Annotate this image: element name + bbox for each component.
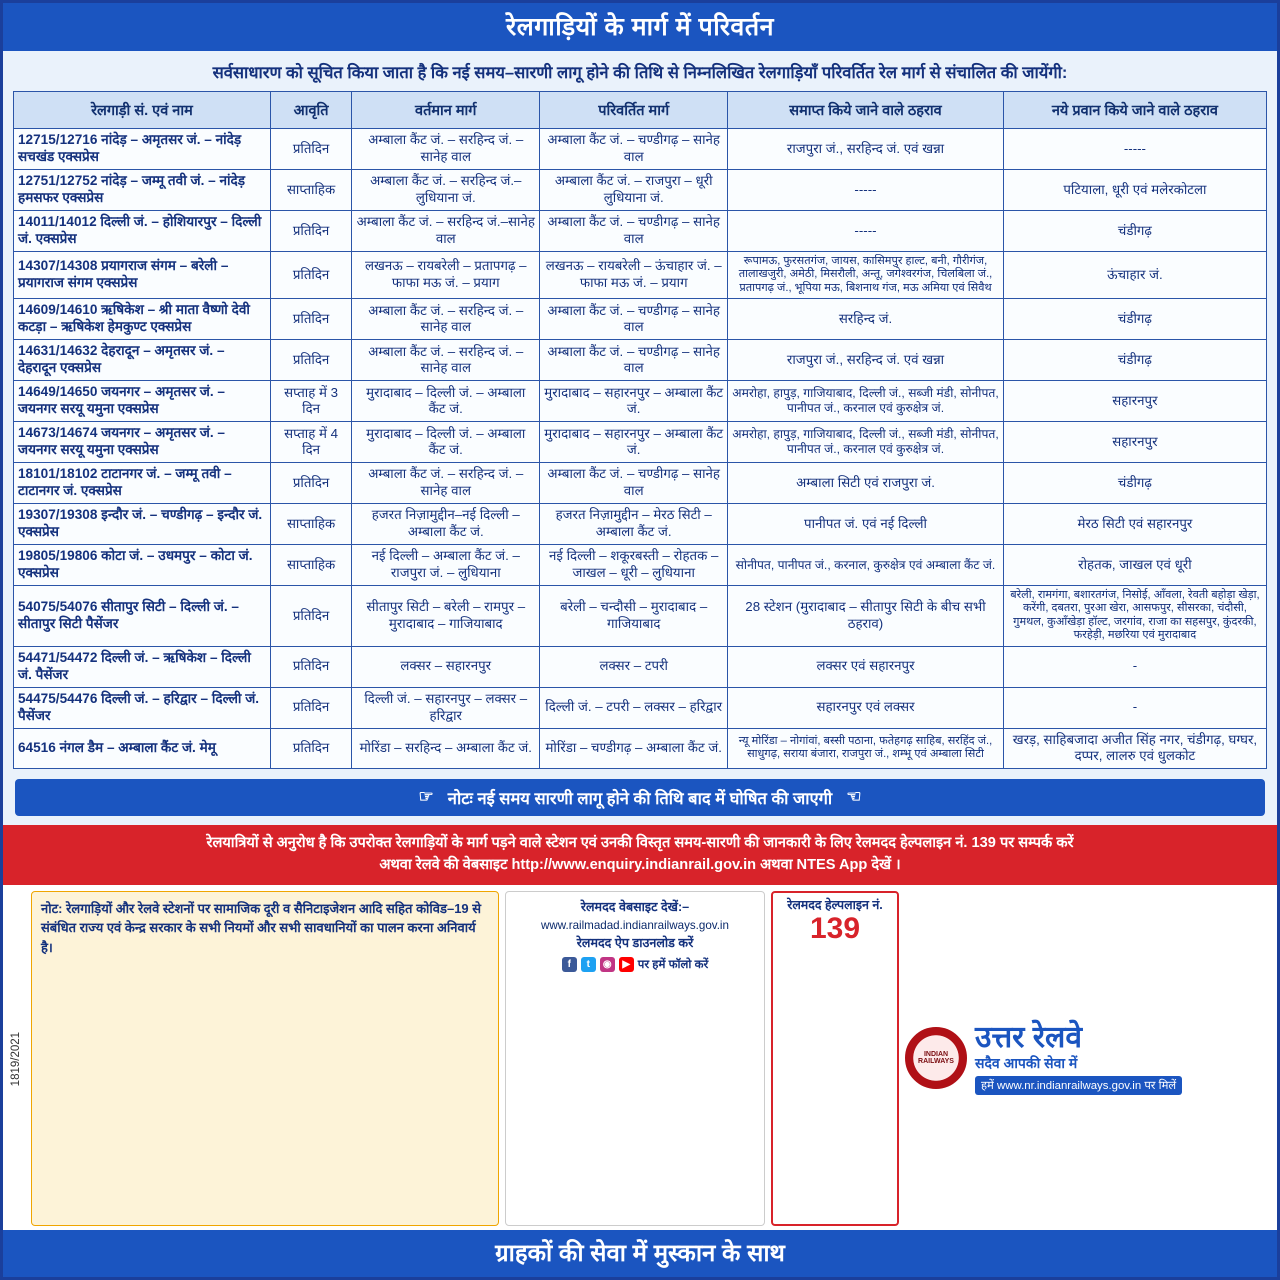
current-route: अम्बाला कैंट जं. – सरहिन्द जं. – सानेह वाल bbox=[352, 129, 540, 170]
pointing-hand-icon: ☞ bbox=[418, 787, 434, 807]
helpline-title: रेलमदद हेल्पलाइन नं. bbox=[787, 897, 883, 912]
changed-route: बरेली – चन्दौसी – मुरादाबाद – गाजियाबाद bbox=[540, 586, 728, 647]
social-follow-text: पर हमें फॉलो करें bbox=[637, 957, 709, 971]
instagram-icon[interactable]: ◉ bbox=[600, 957, 615, 972]
changed-route: मोरिंडा – चण्डीगढ़ – अम्बाला कैंट जं. bbox=[540, 728, 728, 768]
table-row bbox=[14, 169, 1267, 210]
changed-route: मुरादाबाद – सहारनपुर – अम्बाला कैंट जं. bbox=[540, 381, 728, 422]
added-stops: सहारनपुर bbox=[1003, 381, 1266, 422]
helpline-line-1: रेलयात्रियों से अनुरोध है कि उपरोक्त रेलगाड़ियों के मार्ग पड़ने वाले स्टेशन एवं उनकी विस्तृत समय-सारणी की जानकारी के लिए रेलमदद हेल्पलाइन नं. 139 पर सम्पर्क करें bbox=[206, 834, 1074, 851]
train-frequency: प्रतिदिन bbox=[270, 299, 351, 340]
current-route: सीतापुर सिटी – बरेली – रामपुर – मुरादाबाद – गाजियाबाद bbox=[352, 586, 540, 647]
removed-stops: पानीपत जं. एवं नई दिल्ली bbox=[728, 504, 1004, 545]
table-row bbox=[14, 504, 1267, 545]
added-stops: - bbox=[1003, 687, 1266, 728]
bottom-slogan: ग्राहकों की सेवा में मुस्कान के साथ bbox=[3, 1230, 1277, 1277]
added-stops: पटियाला, धूरी एवं मलेरकोटला bbox=[1003, 169, 1266, 210]
changed-route: अम्बाला कैंट जं. – चण्डीगढ़ – सानेह वाल bbox=[540, 340, 728, 381]
table-row bbox=[14, 728, 1267, 768]
current-route: अम्बाला कैंट जं. – सरहिन्द जं. – सानेह वाल bbox=[352, 463, 540, 504]
changed-route: दिल्ली जं. – टपरी – लक्सर – हरिद्वार bbox=[540, 687, 728, 728]
social-links[interactable] bbox=[510, 956, 760, 973]
changed-route: अम्बाला कैंट जं. – चण्डीगढ़ – सानेह वाल bbox=[540, 210, 728, 251]
added-stops: सहारनपुर bbox=[1003, 422, 1266, 463]
removed-stops: सरहिन्द जं. bbox=[728, 299, 1004, 340]
added-stops: रोहतक, जाखल एवं धूरी bbox=[1003, 545, 1266, 586]
changed-route: अम्बाला कैंट जं. – चण्डीगढ़ – सानेह वाल bbox=[540, 299, 728, 340]
changed-route: लक्सर – टपरी bbox=[540, 646, 728, 687]
removed-stops: अमरोहा, हापुड़, गाजियाबाद, दिल्ली जं., सब्जी मंडी, सोनीपत, पानीपत जं., करनाल एवं कुरुक्षेत्र जं. bbox=[728, 381, 1004, 422]
table-header-row bbox=[14, 92, 1267, 129]
current-route: मुरादाबाद – दिल्ली जं. – अम्बाला कैंट जं. bbox=[352, 422, 540, 463]
table-row bbox=[14, 381, 1267, 422]
train-name: 19307/19308 इन्दौर जं. – चण्डीगढ़ – इन्दौर जं. एक्सप्रेस bbox=[14, 504, 271, 545]
changed-route: लखनऊ – रायबरेली – ऊंचाहार जं. – फाफा मऊ जं. – प्रयाग bbox=[540, 251, 728, 298]
changed-route: अम्बाला कैंट जं. – राजपुरा – धूरी लुधियाना जं. bbox=[540, 169, 728, 210]
added-stops: - bbox=[1003, 646, 1266, 687]
table-row bbox=[14, 251, 1267, 298]
page-title: रेलगाड़ियों के मार्ग में परिवर्तन bbox=[3, 3, 1277, 51]
covid-note: नोट: रेलगाड़ियों और रेलवे स्टेशनों पर सामाजिक दूरी व सैनिटाइजेशन आदि सहित कोविड–19 से संबंधित राज्य एवं केन्द्र सरकार के सभी नियमों और सभी सावधानियों का पालन करना अनिवार्य है। bbox=[31, 891, 499, 1226]
table-row bbox=[14, 463, 1267, 504]
table-row bbox=[14, 129, 1267, 170]
note-text: नोटः नई समय सारणी लागू होने की तिथि बाद में घोषित की जाएगी bbox=[447, 789, 833, 808]
table-row bbox=[14, 422, 1267, 463]
added-stops: बरेली, रामगंगा, बशारतगंज, निसोई, ऑंवला, रेवती बहोड़ा खेड़ा, करेंगी, दबतरा, पुरआ खेरा, आसफपुर, सीसरका, चंदौसी, गुमथल, कुऑंखेड़ा हॉल्ट, जरगांव, राजा का सहसपुर, कुंदरकी, फरहेड़ी, मछरिया एवं मुरादाबाद bbox=[1003, 586, 1266, 647]
train-frequency: प्रतिदिन bbox=[270, 129, 351, 170]
added-stops: चंडीगढ़ bbox=[1003, 210, 1266, 251]
train-frequency: प्रतिदिन bbox=[270, 728, 351, 768]
train-frequency: सप्ताह में 4 दिन bbox=[270, 422, 351, 463]
added-stops: चंडीगढ़ bbox=[1003, 299, 1266, 340]
train-frequency: सप्ताह में 3 दिन bbox=[270, 381, 351, 422]
train-name: 12751/12752 नांदेड़ – जम्मू तवी जं. – नांदेड़ हमसफर एक्सप्रेस bbox=[14, 169, 271, 210]
changed-route: नई दिल्ली – शकूरबस्ती – रोहतक – जाखल – धूरी – लुधियाना bbox=[540, 545, 728, 586]
col-current-route: वर्तमान मार्ग bbox=[352, 92, 540, 129]
train-name: 19805/19806 कोटा जं. – उधमपुर – कोटा जं. एक्सप्रेस bbox=[14, 545, 271, 586]
removed-stops: सोनीपत, पानीपत जं., करनाल, कुरुक्षेत्र एवं अम्बाला कैंट जं. bbox=[728, 545, 1004, 586]
railway-branding bbox=[905, 891, 1273, 1226]
current-route: मोरिंडा – सरहिन्द – अम्बाला कैंट जं. bbox=[352, 728, 540, 768]
helpline-number: 139 bbox=[809, 911, 861, 945]
removed-stops: सहारनपुर एवं लक्सर bbox=[728, 687, 1004, 728]
train-frequency: प्रतिदिन bbox=[270, 210, 351, 251]
train-name: 64516 नंगल डैम – अम्बाला कैंट जं. मेमू bbox=[14, 728, 271, 768]
current-route: दिल्ली जं. – सहारनपुर – लक्सर – हरिद्वार bbox=[352, 687, 540, 728]
train-name: 54471/54472 दिल्ली जं. – ऋषिकेश – दिल्ली जं. पैसेंजर bbox=[14, 646, 271, 687]
note-band bbox=[15, 779, 1265, 816]
removed-stops: 28 स्टेशन (मुरादाबाद – सीतापुर सिटी के बीच सभी ठहराव) bbox=[728, 586, 1004, 647]
col-frequency: आवृति bbox=[270, 92, 351, 129]
current-route: अम्बाला कैंट जं. – सरहिन्द जं. – सानेह वाल bbox=[352, 340, 540, 381]
youtube-icon[interactable]: ▶ bbox=[619, 957, 634, 972]
organisation-name: उत्तर रेलवे bbox=[975, 1021, 1083, 1055]
train-frequency: साप्ताहिक bbox=[270, 169, 351, 210]
changed-route: मुरादाबाद – सहारनपुर – अम्बाला कैंट जं. bbox=[540, 422, 728, 463]
footer bbox=[3, 885, 1277, 1230]
removed-stops: राजपुरा जं., सरहिन्द जं. एवं खन्ना bbox=[728, 340, 1004, 381]
train-name: 14673/14674 जयनगर – अमृतसर जं. – जयनगर सरयू यमुना एक्सप्रेस bbox=[14, 422, 271, 463]
added-stops: खरड़, साहिबजादा अजीत सिंह नगर, चंडीगढ़, घग्घर, दप्पर, लालरु एवं धुलकोट bbox=[1003, 728, 1266, 768]
train-name: 18101/18102 टाटानगर जं. – जम्मू तवी – टाटानगर जं. एक्सप्रेस bbox=[14, 463, 271, 504]
removed-stops: ----- bbox=[728, 169, 1004, 210]
added-stops: ऊंचाहार जं. bbox=[1003, 251, 1266, 298]
changed-route: अम्बाला कैंट जं. – चण्डीगढ़ – सानेह वाल bbox=[540, 463, 728, 504]
current-route: अम्बाला कैंट जं. – सरहिन्द जं.–सानेह वाल bbox=[352, 210, 540, 251]
train-frequency: साप्ताहिक bbox=[270, 545, 351, 586]
col-changed-route: परिवर्तित मार्ग bbox=[540, 92, 728, 129]
changed-route: हजरत निज़ामुद्दीन – मेरठ सिटी – अम्बाला कैंट जं. bbox=[540, 504, 728, 545]
table-row bbox=[14, 545, 1267, 586]
train-name: 14631/14632 देहरादून – अमृतसर जं. – देहरादून एक्सप्रेस bbox=[14, 340, 271, 381]
removed-stops: राजपुरा जं., सरहिन्द जं. एवं खन्ना bbox=[728, 129, 1004, 170]
northern-railway-block bbox=[975, 1022, 1273, 1095]
added-stops: चंडीगढ़ bbox=[1003, 463, 1266, 504]
railmadad-web-title: रेलमदद वेबसाइट देखें:– bbox=[580, 899, 690, 914]
indian-railways-emblem-icon: INDIAN RAILWAYS bbox=[905, 1027, 967, 1089]
removed-stops: ----- bbox=[728, 210, 1004, 251]
table-row bbox=[14, 210, 1267, 251]
table-row bbox=[14, 586, 1267, 647]
current-route: अम्बाला कैंट जं. – सरहिन्द जं. – सानेह वाल bbox=[352, 299, 540, 340]
organisation-website[interactable]: हमें www.nr.indianrailways.gov.in पर मिलें bbox=[975, 1076, 1182, 1095]
train-frequency: प्रतिदिन bbox=[270, 586, 351, 647]
added-stops: ----- bbox=[1003, 129, 1266, 170]
changed-route: अम्बाला कैंट जं. – चण्डीगढ़ – सानेह वाल bbox=[540, 129, 728, 170]
current-route: मुरादाबाद – दिल्ली जं. – अम्बाला कैंट जं. bbox=[352, 381, 540, 422]
helpline-box bbox=[771, 891, 899, 1226]
facebook-icon[interactable]: f bbox=[562, 957, 577, 972]
route-change-table bbox=[13, 91, 1267, 769]
train-name: 54075/54076 सीतापुर सिटी – दिल्ली जं. – सीतापुर सिटी पैसेंजर bbox=[14, 586, 271, 647]
train-frequency: प्रतिदिन bbox=[270, 463, 351, 504]
railmadad-web-url[interactable]: www.railmadad.indianrailways.gov.in bbox=[541, 918, 729, 932]
table-row bbox=[14, 299, 1267, 340]
route-change-table-wrapper bbox=[3, 91, 1277, 769]
train-frequency: प्रतिदिन bbox=[270, 340, 351, 381]
table-row bbox=[14, 687, 1267, 728]
added-stops: मेरठ सिटी एवं सहारनपुर bbox=[1003, 504, 1266, 545]
helpline-line-2: अथवा रेलवे की वेबसाइट http://www.enquiry.indianrail.gov.in अथवा NTES App देखें । bbox=[379, 856, 901, 873]
current-route: लखनऊ – रायबरेली – प्रतापगढ़ – फाफा मऊ जं. – प्रयाग bbox=[352, 251, 540, 298]
train-name: 14011/14012 दिल्ली जं. – होशियारपुर – दिल्ली जं. एक्सप्रेस bbox=[14, 210, 271, 251]
train-frequency: साप्ताहिक bbox=[270, 504, 351, 545]
organisation-tagline: सदैव आपकी सेवा में bbox=[975, 1054, 1078, 1071]
train-name: 14307/14308 प्रयागराज संगम – बरेली – प्रयागराज संगम एक्सप्रेस bbox=[14, 251, 271, 298]
removed-stops: अम्बाला सिटी एवं राजपुरा जं. bbox=[728, 463, 1004, 504]
current-route: लक्सर – सहारनपुर bbox=[352, 646, 540, 687]
removed-stops: लक्सर एवं सहारनपुर bbox=[728, 646, 1004, 687]
table-row bbox=[14, 340, 1267, 381]
train-frequency: प्रतिदिन bbox=[270, 251, 351, 298]
publication-code: 1819/2021 bbox=[10, 1031, 22, 1086]
removed-stops: न्यू मोरिंडा – नोगांवां, बस्सी पठाना, फतेहगढ़ साहिब, सरहिंद जं., साधुगढ़, सराया बंजारा, राजपुरा जं., शम्भू एवं अम्बाला सिटी bbox=[728, 728, 1004, 768]
current-route: हजरत निज़ामुद्दीन–नई दिल्ली – अम्बाला कैंट जं. bbox=[352, 504, 540, 545]
added-stops: चंडीगढ़ bbox=[1003, 340, 1266, 381]
subheading-text: सर्वसाधारण को सूचित किया जाता है कि नई समय–सारणी लागू होने की तिथि से निम्नलिखित रेलगाड़ियाँ परिवर्तित रेल मार्ग से संचालित की जायेंगी: bbox=[212, 64, 1068, 82]
train-frequency: प्रतिदिन bbox=[270, 646, 351, 687]
train-name: 14609/14610 ऋषिकेश – श्री माता वैष्णो देवी कटड़ा – ऋषिकेश हेमकुण्ट एक्सप्रेस bbox=[14, 299, 271, 340]
removed-stops: अमरोहा, हापुड़, गाजियाबाद, दिल्ली जं., सब्जी मंडी, सोनीपत, पानीपत जं., करनाल एवं कुरुक्षेत्र जं. bbox=[728, 422, 1004, 463]
removed-stops: रूपामऊ, फुरसतगंज, जायस, कासिमपुर हाल्ट, बनी, गौरीगंज, तालाखजुरी, अमेठी, मिसरौली, अन्तू, जगेश्वरगंज, चिलबिला जं., प्रतापगढ़ जं., भूपिया मऊ, बिशनाथ गंज, मऊ अमिया एवं सिवैथ bbox=[728, 251, 1004, 298]
train-name: 54475/54476 दिल्ली जं. – हरिद्वार – दिल्ली जं. पैसेंजर bbox=[14, 687, 271, 728]
current-route: अम्बाला कैंट जं. – सरहिन्द जं.–लुधियाना जं. bbox=[352, 169, 540, 210]
train-name: 12715/12716 नांदेड़ – अमृतसर जं. – नांदेड़ सचखंड एक्सप्रेस bbox=[14, 129, 271, 170]
railmadad-website-box bbox=[505, 891, 765, 1226]
current-route: नई दिल्ली – अम्बाला कैंट जं. – राजपुरा जं. – लुधियाना bbox=[352, 545, 540, 586]
pointing-hand-icon: ☜ bbox=[846, 787, 862, 807]
train-name: 14649/14650 जयनगर – अमृतसर जं. – जयनगर सरयू यमुना एक्सप्रेस bbox=[14, 381, 271, 422]
col-added-stops: नये प्रवान किये जाने वाले ठहराव bbox=[1003, 92, 1266, 129]
helpline-band bbox=[3, 825, 1277, 885]
table-row bbox=[14, 646, 1267, 687]
railmadad-app-line: रेलमदद ऐप डाउनलोड करें bbox=[576, 935, 694, 950]
twitter-icon[interactable]: t bbox=[581, 957, 596, 972]
col-removed-stops: समाप्त किये जाने वाले ठहराव bbox=[728, 92, 1004, 129]
col-train-name: रेलगाड़ी सं. एवं नाम bbox=[14, 92, 271, 129]
train-frequency: प्रतिदिन bbox=[270, 687, 351, 728]
